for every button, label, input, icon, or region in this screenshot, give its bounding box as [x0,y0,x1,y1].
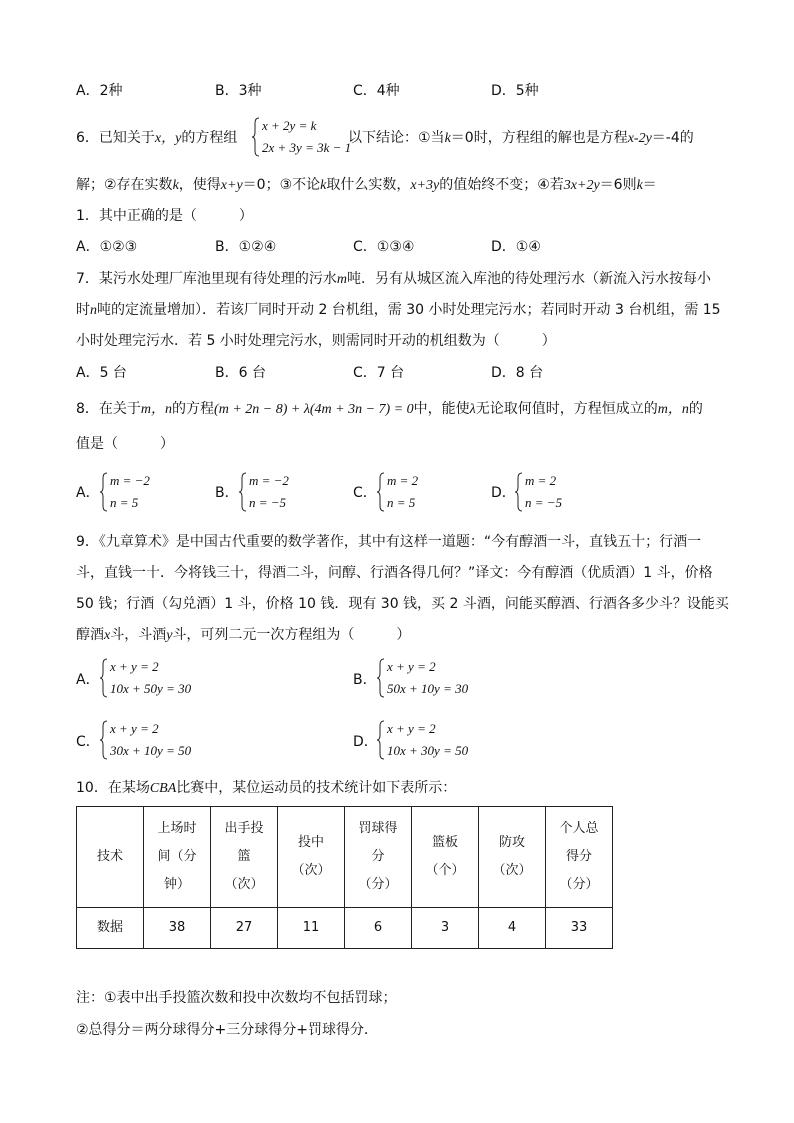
brace-icon [100,658,108,698]
q9-d-eq2: 10x + 30y = 50 [387,743,469,758]
brace-icon [377,720,385,760]
q8-option-a-system [100,472,180,512]
q8-option-d-system [515,472,595,512]
q7-option-d: D．8 台 [491,365,544,381]
table-cell: 33 [546,908,613,949]
q9-option-d-system [377,720,497,760]
q6-line2: 解；②存在实数k，使得x+y＝0；③不论k取什么实数，x+3y的值始终不变；④若3x+2y＝6则k＝ [76,177,657,193]
q8-option-d-label: D． [491,485,516,501]
q10-line1: 10．在某场CBA比赛中，某位运动员的技术统计如下表所示： [76,780,457,796]
q8-a-eq2: n = 5 [110,495,139,510]
header-cell: 篮板 （个） [412,807,479,908]
brace-icon [377,658,385,698]
q9-line1: 9．《九章算术》是中国古代重要的数学著作，其中有这样一道题：“今有醇酒一斗，直钱五十；行酒一 [76,534,702,550]
q6-option-c: C．①③④ [353,239,415,255]
q9-option-c-system [100,720,220,760]
brace-icon [239,472,247,512]
q8-option-c-label: C． [353,485,377,501]
q6-option-a: A．①②③ [76,239,138,255]
q8-line1: 8．在关于m，n的方程(m + 2n − 8) + λ(4m + 3n − 7) = 0中，能使λ无论取何值时，方程恒成立的m，n的 [76,401,703,417]
q9-option-a-label: A． [76,672,100,688]
q6-option-d: D．①④ [491,239,541,255]
q9-a-eq2: 10x + 50y = 30 [110,681,192,696]
brace-icon [100,720,108,760]
q9-b-eq1: x + y = 2 [387,659,436,674]
q9-b-eq2: 50x + 10y = 30 [387,681,469,696]
q6-equation-system [252,117,352,157]
q6-eq1: x + 2y = k [262,118,317,133]
q9-d-eq1: x + y = 2 [387,721,436,736]
stats-table [76,806,613,949]
header-cell: 上场时 间（分 钟） [144,807,211,908]
q7-line1: 7．某污水处理厂库池里现有待处理的污水m吨．另有从城区流入库池的待处理污水（新流入污水按每小 [76,271,712,287]
q10-note1: 注：①表中出手投篮次数和投中次数均不包括罚球； [76,990,397,1006]
q8-c-eq1: m = 2 [387,473,419,488]
header-cell: 技术 [77,807,144,908]
q6-line1-right: 以下结论：①当k＝0时，方程组的解也是方程x-2y＝-4的 [348,130,694,146]
q6-line1-left: 6．已知关于x，y的方程组 [76,130,238,146]
q8-b-eq2: n = −5 [249,495,287,510]
q5-option-c: C．4种 [353,83,400,99]
q9-line2: 斗，直钱一十．今将钱三十，得酒二斗，问醇、行酒各得几何？”译文：今有醇酒（优质酒）1 斗，价格 [76,565,713,581]
header-cell: 出手投 篮 （次） [211,807,278,908]
q8-option-a-label: A． [76,485,100,501]
q8-b-eq1: m = −2 [249,473,289,488]
q9-option-c-label: C． [76,734,100,750]
q10-note2: ②总得分＝两分球得分+三分球得分+罚球得分． [76,1022,379,1038]
q9-c-eq1: x + y = 2 [110,721,159,736]
q7-option-c: C．7 台 [353,365,405,381]
q7-line2: 时n吨的定流量增加）．若该厂同时开动 2 台机组，需 30 小时处理完污水；若同时开动 3 台机组，需 15 [76,302,721,318]
q7-line3: 小时处理完污水．若 5 小时处理完污水，则需同时开动的机组数为（ ） [76,333,556,349]
q5-option-b: B．3种 [215,83,262,99]
brace-icon [100,472,108,512]
table-cell: 11 [278,908,345,949]
q9-option-d-label: D． [353,734,378,750]
q8-option-b-system [239,472,319,512]
brace-icon [377,472,385,512]
q9-option-b-system [377,658,497,698]
q9-line4: 醇酒x斗，斗酒y斗，可列二元一次方程组为（ ） [76,627,411,643]
q8-option-c-system [377,472,457,512]
table-row [77,908,613,949]
q8-d-eq1: m = 2 [525,473,557,488]
q8-c-eq2: n = 5 [387,495,416,510]
header-cell: 防攻 （次） [479,807,546,908]
q8-option-b-label: B． [215,485,239,501]
q9-line3: 50 钱；行酒（勾兑酒）1 斗，价格 10 钱．现有 30 钱，买 2 斗酒，问能买醇酒、行酒各多少斗？设能买 [76,596,729,612]
brace-icon [252,117,260,157]
table-cell: 4 [479,908,546,949]
q8-a-eq1: m = −2 [110,473,150,488]
q9-option-a-system [100,658,220,698]
q7-option-a: A．5 台 [76,365,127,381]
table-cell: 6 [345,908,412,949]
header-cell: 罚球得 分 （分） [345,807,412,908]
q9-option-b-label: B． [353,672,377,688]
q9-a-eq1: x + y = 2 [110,659,159,674]
q5-option-d: D．5种 [491,83,539,99]
q9-c-eq2: 30x + 10y = 50 [110,743,192,758]
q8-d-eq2: n = −5 [525,495,563,510]
table-cell: 数据 [77,908,144,949]
q7-option-b: B．6 台 [215,365,266,381]
header-cell: 个人总 得分 （分） [546,807,613,908]
header-cell: 投中 （次） [278,807,345,908]
table-header-row [77,807,613,908]
brace-icon [515,472,523,512]
q5-option-a: A．2种 [76,83,123,99]
table-cell: 38 [144,908,211,949]
table-cell: 27 [211,908,278,949]
q8-line2: 值是（ ） [76,436,174,452]
q6-option-b: B．①②④ [215,239,277,255]
table-cell: 3 [412,908,479,949]
q6-line3: 1．其中正确的是（ ） [76,208,253,224]
q6-eq2: 2x + 3y = 3k − 1 [262,140,352,155]
